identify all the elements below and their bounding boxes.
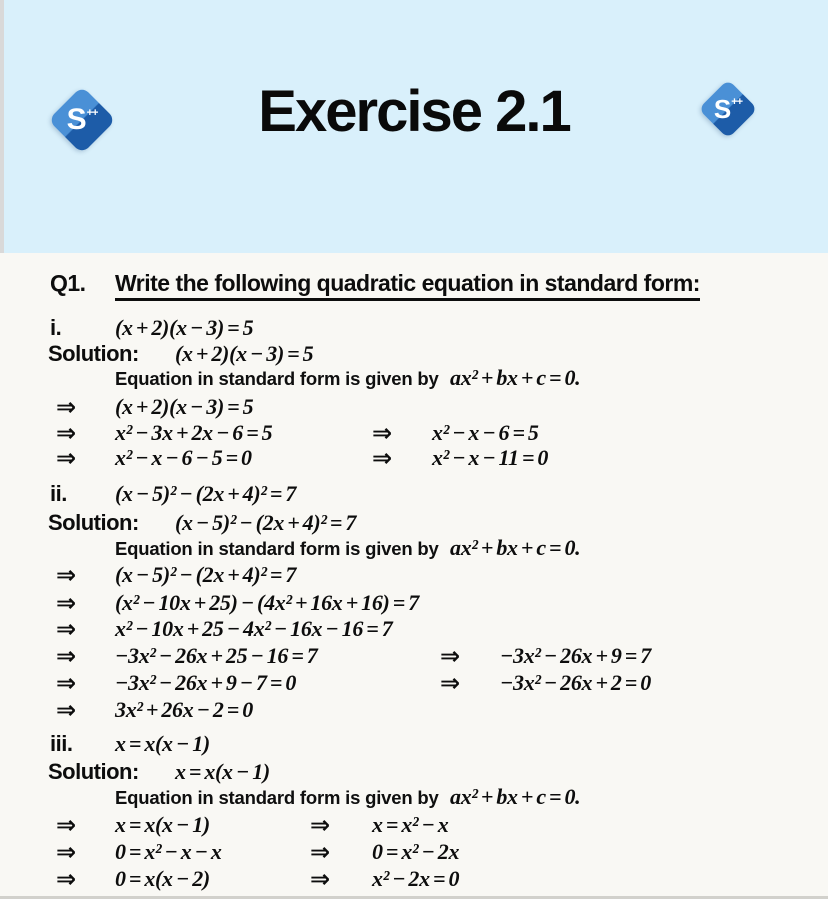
part-label: iii. <box>50 731 73 756</box>
implies-arrow-icon: ⇒ <box>56 419 77 447</box>
page-title: Exercise 2.1 <box>258 79 570 144</box>
step-equation: 3x² + 26x − 2 = 0 <box>115 697 253 722</box>
standard-form-note: Equation in standard form is given by <box>115 787 439 808</box>
implies-arrow-icon: ⇒ <box>310 838 331 866</box>
solution-equation: (x − 5)² − (2x + 4)² = 7 <box>175 510 357 535</box>
step-row <box>0 670 828 697</box>
step-equation: x² − 3x + 2x − 6 = 5 <box>115 420 273 445</box>
step-row <box>0 812 828 839</box>
problem-equation: x = x(x − 1) <box>115 731 210 756</box>
step-equation: x² − x − 6 − 5 = 0 <box>115 445 252 470</box>
step-equation: 0 = x² − 2x <box>372 839 460 864</box>
step-row <box>0 616 828 643</box>
part-label: ii. <box>50 481 67 506</box>
implies-arrow-icon: ⇒ <box>310 865 331 893</box>
standard-form-math: ax² + bx + c = 0. <box>450 784 581 809</box>
part-label: i. <box>50 315 62 340</box>
logo-superscript: ++ <box>731 96 743 108</box>
step-row <box>0 394 828 421</box>
implies-arrow-icon: ⇒ <box>440 642 461 670</box>
part-iii-note-row <box>0 784 828 811</box>
implies-arrow-icon: ⇒ <box>56 669 77 697</box>
implies-arrow-icon: ⇒ <box>56 811 77 839</box>
step-equation: x² − 2x = 0 <box>372 866 460 891</box>
question-heading-row <box>0 270 828 297</box>
standard-form-note: Equation in standard form is given by <box>115 368 439 389</box>
implies-arrow-icon: ⇒ <box>56 838 77 866</box>
part-i-problem-row <box>0 315 828 342</box>
s-plus-plus-logo-right <box>699 80 757 138</box>
question-title: Write the following quadratic equation in standard form: <box>115 270 700 301</box>
part-ii-problem-row <box>0 481 828 508</box>
step-equation: x² − 10x + 25 − 4x² − 16x − 16 = 7 <box>115 616 393 641</box>
step-equation: −3x² − 26x + 9 = 7 <box>500 643 651 668</box>
solution-equation: x = x(x − 1) <box>175 759 270 784</box>
step-equation: x = x² − x <box>372 812 449 837</box>
implies-arrow-icon: ⇒ <box>372 419 393 447</box>
logo-letter: S <box>713 93 732 124</box>
implies-arrow-icon: ⇒ <box>56 444 77 472</box>
step-equation: −3x² − 26x + 25 − 16 = 7 <box>115 643 318 668</box>
step-equation: (x + 2)(x − 3) = 5 <box>115 394 254 419</box>
step-row <box>0 839 828 866</box>
implies-arrow-icon: ⇒ <box>56 561 77 589</box>
step-equation: 0 = x² − x − x <box>115 839 222 864</box>
implies-arrow-icon: ⇒ <box>310 811 331 839</box>
logo-monogram <box>707 88 749 130</box>
part-ii-solution-row <box>0 510 828 537</box>
step-equation: (x² − 10x + 25) − (4x² + 16x + 16) = 7 <box>115 590 419 615</box>
standard-form-math: ax² + bx + c = 0. <box>450 365 581 390</box>
step-row <box>0 562 828 589</box>
step-row <box>0 590 828 617</box>
implies-arrow-icon: ⇒ <box>56 393 77 421</box>
step-row <box>0 866 828 893</box>
step-equation: x² − x − 6 = 5 <box>432 420 539 445</box>
step-row <box>0 697 828 724</box>
logo-superscript: ++ <box>86 107 98 119</box>
step-row <box>0 445 828 472</box>
solution-equation: (x + 2)(x − 3) = 5 <box>175 341 314 366</box>
header-banner <box>0 0 828 253</box>
logo-diamond-icon <box>698 79 757 138</box>
solution-label: Solution: <box>48 759 139 784</box>
step-equation: x = x(x − 1) <box>115 812 210 837</box>
part-iii-problem-row <box>0 731 828 758</box>
implies-arrow-icon: ⇒ <box>56 696 77 724</box>
implies-arrow-icon: ⇒ <box>56 589 77 617</box>
implies-arrow-icon: ⇒ <box>56 642 77 670</box>
implies-arrow-icon: ⇒ <box>56 615 77 643</box>
implies-arrow-icon: ⇒ <box>56 865 77 893</box>
part-iii-solution-row <box>0 759 828 786</box>
exercise-content <box>0 253 828 896</box>
step-row <box>0 420 828 447</box>
problem-equation: (x − 5)² − (2x + 4)² = 7 <box>115 481 297 506</box>
part-i-note-row <box>0 365 828 392</box>
step-equation: −3x² − 26x + 2 = 0 <box>500 670 651 695</box>
standard-form-math: ax² + bx + c = 0. <box>450 535 581 560</box>
logo-letter: S <box>66 103 87 136</box>
step-equation: x² − x − 11 = 0 <box>432 445 549 470</box>
step-row <box>0 643 828 670</box>
solution-label: Solution: <box>48 510 139 535</box>
standard-form-note: Equation in standard form is given by <box>115 538 439 559</box>
step-equation: 0 = x(x − 2) <box>115 866 210 891</box>
problem-equation: (x + 2)(x − 3) = 5 <box>115 315 254 340</box>
step-equation: (x − 5)² − (2x + 4)² = 7 <box>115 562 297 587</box>
part-ii-note-row <box>0 535 828 562</box>
step-equation: −3x² − 26x + 9 − 7 = 0 <box>115 670 297 695</box>
question-number: Q1. <box>50 270 86 296</box>
implies-arrow-icon: ⇒ <box>372 444 393 472</box>
part-i-solution-row <box>0 341 828 368</box>
solution-label: Solution: <box>48 341 139 366</box>
implies-arrow-icon: ⇒ <box>440 669 461 697</box>
